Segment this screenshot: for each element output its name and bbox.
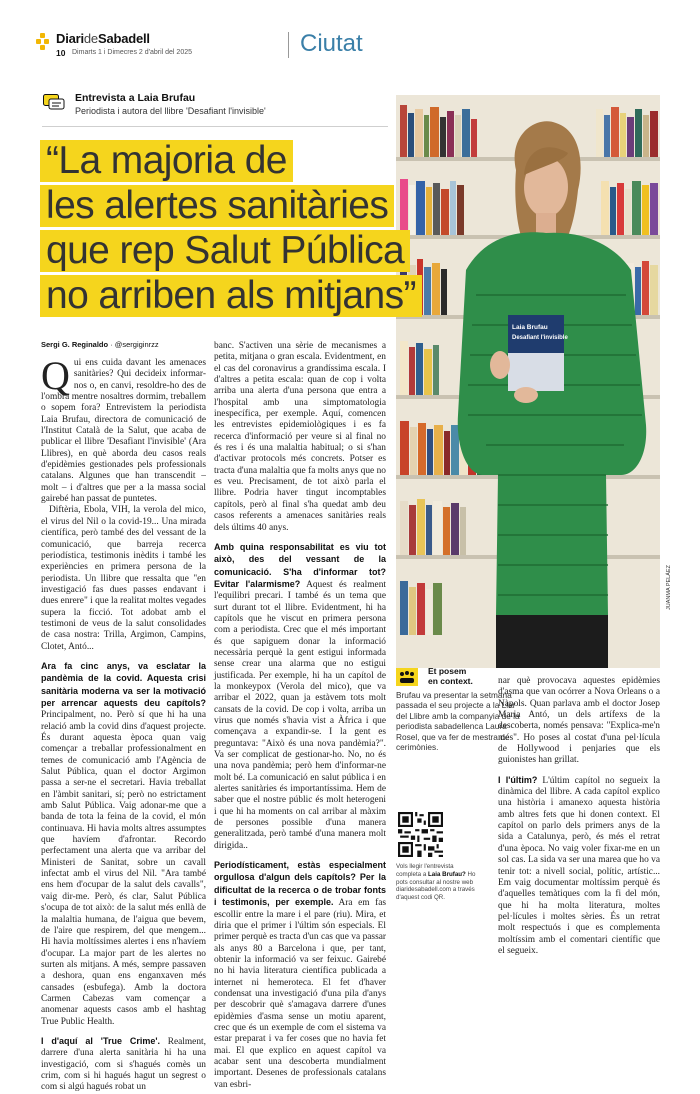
article-column-1 (41, 353, 206, 1093)
paragraph: Diftèria, Ebola, VIH, la verola del mico, el virus del Nil o la covid-19... Una mirada científica, però també des del vessant de la comunicació, que barreja recerca periodística, testimonis inèdits i també les experiències en primera persona de la periodista. Un llibre que ressalta que "en investigació fas dues passes endavant i dues enrere" i que la realitat moltes vegades supera la ficció. Tot adobat amb el testimoni de veus de la salut consolidades de casa nostra: Trilla, Argimon, Campins, Clotet, Antó... (41, 505, 206, 652)
section-title: Ciutat (300, 30, 363, 57)
answer: Principalment, no. Però sí que hi ha una relació amb la covid dins d'aquest projecte. És durant aquesta època quan vaig començar a treballar professionalment en temes de comunicació amb l'Agència de Salut Pública, quan el doctor Argimon passa a ser-ne el secretari. Havia treballat en l'àmbit sanitari, sí; però no estrictament amb Salut Pública. Vaig adonar-me que a banda de tota la feina de la covid, el món continuava. Hi havia molts altres assumptes que havíem d'afrontar. Recordo perfectament una alerta que va arribar del Ministeri de Sanitat, sobre un cavall infectat amb el virus del Nil. "Ara també ens hem d'ocupar de la salut dels cavalls", vaig dir-me. Però, és clar, Salut Pública s'ocupa de tot això: de la salut més enllà de la malaltia humana, de l'aigua que bevem, de l'aire que respirem, del que mengem... Hi havia moltíssimes alertes i ens n'havíem d'ocupar. La major part de les alertes no surten als mitjans. A més, sempre passaven a deshora, quan ens enganxaven més cansades (esbufega). Amb la doctora Carmen Cabezas vam començar a anomenar aquests casos amb el hashtag True Public Health. (41, 710, 206, 1027)
author-handle: · @sergiginrzz (110, 340, 159, 349)
qr-code[interactable] (398, 812, 443, 857)
question: I l'últim? (498, 774, 538, 785)
headline-line-4: no arriben als mitjans” (40, 275, 422, 317)
issue-date: Dimarts 1 i Dimecres 2 d'abril del 2025 (72, 49, 192, 56)
headline-line-1: “La majoria de (40, 140, 293, 182)
headline (40, 140, 460, 320)
question: Periodísticament, estàs especialment orgullosa d'algun dels capítols? Per la dificultat de la recerca o de trobar fonts i testimonis, per exemple. (214, 860, 386, 908)
author-name: Sergi G. Reginaldo (41, 340, 109, 349)
answer: L'últim capítol no segueix la dinàmica del llibre. A cada capítol explico una història i amanexo aquesta història amb altres fets que hi donen context. El capítol on parlo dels primers anys de la sida a Catalunya, però, és més el retrat d'una època. No vaig voler fixar-me en un sol cas. La sida va ser una marea que ho va tenir tot: a nivell social, polític, artístic... Em vaig documentar moltíssim perquè és d'aquelles temàtiques com la fi del món, que hi ha molta literatura, moltes pel·lícules i moltes sèries. És un retrat molt respectuós i que es complementa moltíssim amb el comentari científic que el segueix. (498, 775, 660, 956)
context-title: Et posem en context. (428, 666, 473, 686)
page-number: 10 (56, 48, 66, 58)
newspaper-logo-icon (36, 33, 50, 51)
article-column-2 (214, 341, 386, 1090)
header-rule (42, 126, 388, 127)
context-text: Brufau va presentar la setmana passada el seu projecte a la Llar del Llibre amb la companyia de la periodista sabadellenca Laura Rosel, que va fer de mestra de cerimònies. (396, 690, 520, 753)
question: Amb quina responsabilitat es viu tot això, des del vessant de la comunicació. S'ha d'informar tot? Evitar l'alarmisme? (214, 541, 386, 589)
article-column-4 (498, 676, 660, 956)
newspaper-brand: DiarideSabadell (56, 31, 150, 46)
photo-credit: JUANMA PELÁEZ (666, 565, 672, 610)
answer: Ara em fas escollir entre la mare i el pare (riu). Mira, et diria que el primer i l'últim són especials. El primer perquè es tracta d'un cas que va passar als anys 80 a Barcelona i que, per tant, obtenir la informació va ser feixuc. Gairebé no hi havia literatura científica publicada a internet ni hemeroteca. El fet d'haver condensat una investigació d'una pila d'anys per descobrir què s'amagava darrere d'unes epidèmies d'asma sense un motiu aparent, crec que és un exemple de com el sistema va estar preparat i va fer coses que no havia fet mai. El que explico en aquest capítol va acabar sent una descoberta mundialment important. Desenes de professionals catalans van esbri- (214, 898, 386, 1090)
interview-subtitle: Periodista i autora del llibre 'Desafiant l'invisible' (75, 106, 266, 116)
question: I d'aquí al 'True Crime'. (41, 1035, 160, 1046)
qr-caption: Vols llegir l'entrevista completa a Laia Brufau? Ho pots consultar al nostre web diaridesabadell.com a través d'aquest codi QR. (396, 863, 476, 902)
headline-line-3: que rep Salut Pública (40, 230, 410, 272)
intro-paragraph: ui ens cuida davant les amenaces sanitàries? Qui decideix informar-nos o, en canvi, resoldre-ho des de l'ombra mentre nosaltres dormim, treballem o sopem fora? Entrevistem la periodista Laia Brufau, directora de comunicació de l'Institut Català de la Salut, que acaba de publicar el llibre 'Desafiant l'invisible' (Ara Llibres), en què aborda deu casos reals d'epidèmies gestionades pels professionals catalans. Algunes que han transcendit – molt – i d'altres que per a la massa social gairebé han passat de puntetes. (41, 358, 206, 505)
paragraph: nar què provocava aquestes epidèmies d'asma que van ocórrer a Nova Orleans o a Nàpols. Quan parlava amb el doctor Josep Maria Antó, un dels artífexs de la descoberta, només pensava: "Explica-me'n més". Ho poses al costat d'una pel·lícula de Hollywood i penjaries que els guionistes han grillat. (498, 676, 660, 766)
question: Ara fa cinc anys, va esclatar la pandèmia de la covid. Aquesta crisi sanitària moderna va ser la motivació per arrencar aquests deu capítols? (41, 660, 206, 708)
svg-text:Laia Brufau: Laia Brufau (512, 324, 548, 331)
answer: Aquest és realment l'equilibri precari. I també és un tema que surt durant tot el llibre. Evidentment, hi ha capítols que he viscut en primera persona com a periodista. Crec que el més important és que sapiguem donar la informació necessària perquè la gent estigui informada sense crear una alarma que no estigui justificada. Per exemple, hi ha un capítol de la monkeypox (Verola del mico), que va arribar el 2022, quan ja estàvem tots molt cansats de la covid. De cop i volta, arriba un virus que només s'havia vist a Àfrica i que començava a expandir-se. I la gent es preguntava: "Això és una nova pandèmia?". Va ser complicat de gestionar-ho. No, no és una nova pandèmia; però hem d'informar-ne molt bé. La comunicació en salut pública i en alertes sanitàries és importantíssima. Hem de saber que el nostre públic és molt heterogeni i que hi ha moments on cal arribar al màxim de persones possible d'una manera generalitzada, però també d'una manera molt dirigida.. (214, 579, 386, 851)
interview-title: Entrevista a Laia Brufau (75, 92, 196, 104)
speech-bubble-icon (43, 94, 65, 112)
svg-text:Desafiant l'invisible: Desafiant l'invisible (512, 335, 568, 341)
answer: Realment, darrere d'una alerta sanitària hi ha una investigació, com si s'hagués comès un crim, com si hi hagués hagut un segrest o com si algú hagués robat un (41, 1036, 206, 1093)
byline (41, 340, 159, 349)
context-icon (396, 668, 418, 686)
dropcap: Q (41, 353, 70, 398)
paragraph: banc. S'activen una sèrie de mecanismes a petita, mitjana o gran escala. Evidentment, en el cas del coronavirus a grandíssima escala. I d'altres a petita escala: quan de cop i volta arriba una alerta d'una persona que entra a l'hospital amb una simptomatologia inespecífica, per exemple. Aquí, comencen les entrevistes epidemiològiques i es fa recerca d'informació per veure si al final no és res i és una malaltia habitual; o si s'han d'activar protocols més concrets. Potser es tracta d'una malaltia que fa molts anys que no es veu. Precisament, de tot això parla el llibre. Podria haver tingut incomptables capítols, però al final s'ha quedat amb deu casos referents a amenaces sanitàries reals dels últims 40 anys. (214, 341, 386, 533)
masthead-divider (288, 32, 289, 58)
headline-line-2: les alertes sanitàries (40, 185, 394, 227)
